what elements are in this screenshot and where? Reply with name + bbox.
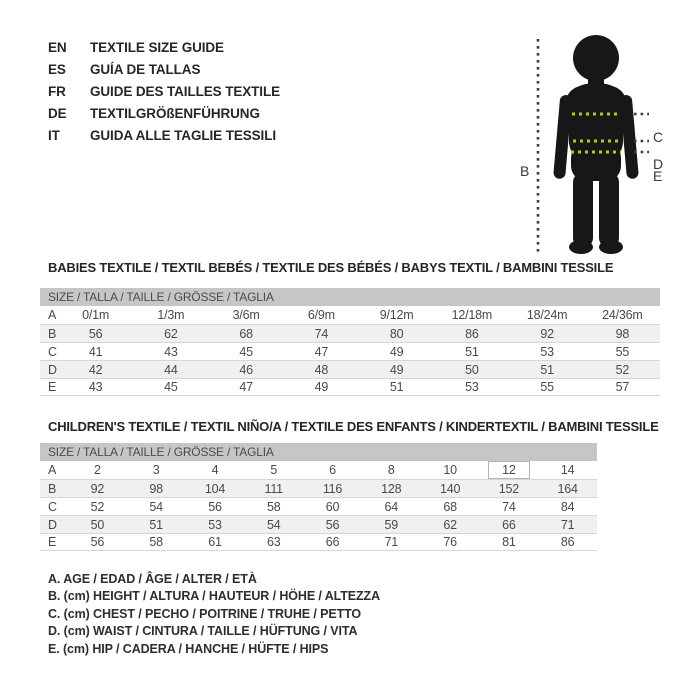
table-cell: 3/6m (232, 308, 260, 322)
measure-label-c: C (653, 129, 664, 145)
table-cell: 6/9m (307, 308, 335, 322)
table-cell: 2 (94, 463, 101, 477)
table-cell: 12/18m (451, 308, 493, 322)
table-cell-highlighted (479, 461, 538, 479)
table-cell: 51 (465, 344, 479, 359)
table-row-chest (40, 342, 660, 360)
language-row-en (48, 36, 280, 58)
table-cell: 52 (90, 499, 105, 514)
language-list (48, 36, 280, 146)
table-cell: 86 (465, 326, 479, 341)
table-cell: 14 (560, 463, 575, 477)
row-label: E (48, 380, 57, 394)
table-cell: 24/36m (602, 308, 643, 322)
table-cell: 0/1m (82, 308, 110, 322)
table-cell: 8 (387, 463, 395, 477)
table-cell: 45 (164, 380, 178, 394)
row-label: A (48, 463, 57, 477)
legend-line-height: B. (cm) HEIGHT / ALTURA / HAUTEUR / HÖHE / ALTEZZA (48, 589, 381, 604)
table-row-chest (40, 497, 597, 515)
table-cell: 58 (266, 499, 281, 514)
table-cell: 10 (443, 463, 457, 477)
language-label: GUIDE DES TAILLES TEXTILE (90, 83, 281, 99)
babies-size-table (40, 288, 660, 396)
measure-legend (48, 570, 380, 658)
row-label: C (48, 344, 57, 359)
table-cell: 92 (90, 481, 105, 496)
table-cell: 51 (389, 380, 404, 394)
language-row-it (48, 124, 280, 146)
table-cell: 43 (88, 380, 103, 394)
table-cell: 3 (152, 463, 160, 477)
children-size-table (40, 443, 597, 551)
table-cell: 49 (314, 380, 329, 394)
table-cell: 55 (540, 380, 554, 394)
table-cell: 71 (384, 535, 399, 549)
child-silhouette (553, 35, 639, 254)
table-cell: 57 (615, 380, 630, 394)
table-row-age (40, 461, 597, 479)
table-cell: 62 (164, 326, 178, 341)
table-cell: 140 (439, 481, 461, 496)
table-cell: 104 (204, 481, 226, 496)
table-cell: 56 (325, 517, 340, 532)
table-cell: 68 (239, 326, 253, 341)
language-code: ES (48, 61, 66, 77)
table-cell: 58 (149, 535, 163, 549)
row-label: A (48, 308, 57, 322)
row-label: B (48, 326, 57, 341)
language-label: TEXTILE SIZE GUIDE (90, 39, 224, 55)
row-label: B (48, 481, 57, 496)
table-cell: 48 (314, 362, 329, 377)
table-cell: 55 (615, 344, 630, 359)
measure-label-d: D (653, 156, 664, 172)
table-cell: 152 (498, 481, 519, 496)
children-table-title: CHILDREN'S TEXTILE / TEXTIL NIÑO/A / TEXTILE DES ENFANTS / KINDERTEXTIL / BAMBINI TESSILE (48, 419, 659, 434)
language-code: IT (48, 127, 60, 143)
table-cell: 6 (329, 463, 336, 477)
table-cell: 41 (88, 344, 103, 359)
legend-line-waist: D. (cm) WAIST / CINTURA / TAILLE / HÜFTUNG / VITA (48, 624, 358, 639)
table-row-hip (40, 533, 597, 551)
table-cell: 56 (90, 535, 105, 549)
table-cell: 74 (502, 499, 516, 514)
table-cell: 66 (502, 517, 516, 532)
row-label: D (48, 362, 57, 377)
table-cell: 128 (381, 481, 402, 496)
table-cell: 45 (239, 344, 253, 359)
table-cell: 54 (149, 499, 163, 514)
table-cell: 71 (560, 517, 575, 532)
table-cell: 98 (149, 481, 163, 496)
table-cell: 61 (208, 535, 222, 549)
language-row-de (48, 102, 280, 124)
table-cell: 54 (266, 517, 281, 532)
language-label: GUIDA ALLE TAGLIE TESSILI (90, 127, 276, 143)
row-label: E (48, 535, 57, 549)
table-cell: 84 (560, 499, 575, 514)
table-cell: 53 (465, 380, 479, 394)
table-cell: 86 (560, 535, 575, 549)
table-cell: 52 (615, 362, 630, 377)
table-cell: 56 (88, 326, 103, 341)
child-silhouette-graphic (505, 25, 700, 260)
table-cell: 44 (164, 362, 178, 377)
table-cell: 66 (325, 535, 340, 549)
language-label: TEXTILGRÖßENFÜHRUNG (90, 105, 260, 121)
table-cell: 51 (540, 362, 554, 377)
table-row-height (40, 479, 597, 497)
table-cell: 164 (557, 481, 578, 496)
size-header-bar: SIZE / TALLA / TAILLE / GRÖSSE / TAGLIA (40, 443, 597, 461)
table-cell: 63 (266, 535, 281, 549)
table-cell: 53 (540, 344, 554, 359)
table-cell: 59 (384, 517, 399, 532)
table-cell: 51 (149, 517, 163, 532)
measurement-diagram (505, 25, 700, 260)
table-row-waist (40, 515, 597, 533)
table-row-waist (40, 360, 660, 378)
table-cell: 111 (264, 481, 283, 496)
table-cell: 42 (88, 362, 103, 377)
table-cell: 92 (540, 326, 554, 341)
table-cell: 1/3m (157, 308, 185, 322)
table-cell: 74 (314, 326, 329, 341)
table-cell: 49 (389, 362, 404, 377)
legend-line-hip: E. (cm) HIP / CADERA / HANCHE / HÜFTE / HIPS (48, 641, 329, 656)
table-cell: 60 (325, 499, 340, 514)
highlighted-size-box: 12 (488, 461, 530, 479)
table-cell: 80 (389, 326, 404, 341)
table-cell: 9/12m (379, 308, 414, 322)
language-row-es (48, 58, 280, 80)
table-cell: 46 (239, 362, 253, 377)
table-cell: 18/24m (526, 308, 568, 322)
table-cell: 116 (322, 481, 343, 496)
table-cell: 68 (443, 499, 457, 514)
language-row-fr (48, 80, 280, 102)
table-cell: 47 (314, 344, 329, 359)
table-cell: 62 (443, 517, 457, 532)
table-cell: 43 (164, 344, 178, 359)
table-cell: 64 (384, 499, 399, 514)
table-row-hip (40, 378, 660, 396)
table-cell: 50 (90, 517, 105, 532)
table-cell: 76 (443, 535, 457, 549)
row-label: D (48, 517, 57, 532)
size-header-bar: SIZE / TALLA / TAILLE / GRÖSSE / TAGLIA (40, 288, 660, 306)
table-cell: 49 (389, 344, 404, 359)
legend-line-chest: C. (cm) CHEST / PECHO / POITRINE / TRUHE / PETTO (48, 606, 362, 621)
table-cell: 98 (615, 326, 630, 341)
language-code: FR (48, 83, 66, 99)
babies-table-title: BABIES TEXTILE / TEXTIL BEBÉS / TEXTILE DES BÉBÉS / BABYS TEXTIL / BAMBINI TESSILE (48, 260, 614, 275)
table-cell: 56 (208, 499, 222, 514)
measure-label-b: B (520, 163, 530, 179)
table-row-age (40, 306, 660, 324)
language-code: DE (48, 105, 67, 121)
table-cell: 50 (465, 362, 479, 377)
table-cell: 53 (208, 517, 222, 532)
table-cell: 81 (502, 535, 516, 549)
row-label: C (48, 499, 57, 514)
measure-label-e: E (653, 168, 663, 184)
table-cell: 47 (239, 380, 253, 394)
legend-line-age: A. AGE / EDAD / ÂGE / ALTER / ETÀ (48, 571, 257, 586)
table-cell: 4 (211, 463, 219, 477)
table-row-height (40, 324, 660, 342)
language-label: GUÍA DE TALLAS (90, 61, 201, 77)
table-cell: 5 (270, 463, 278, 477)
language-code: EN (48, 39, 67, 55)
